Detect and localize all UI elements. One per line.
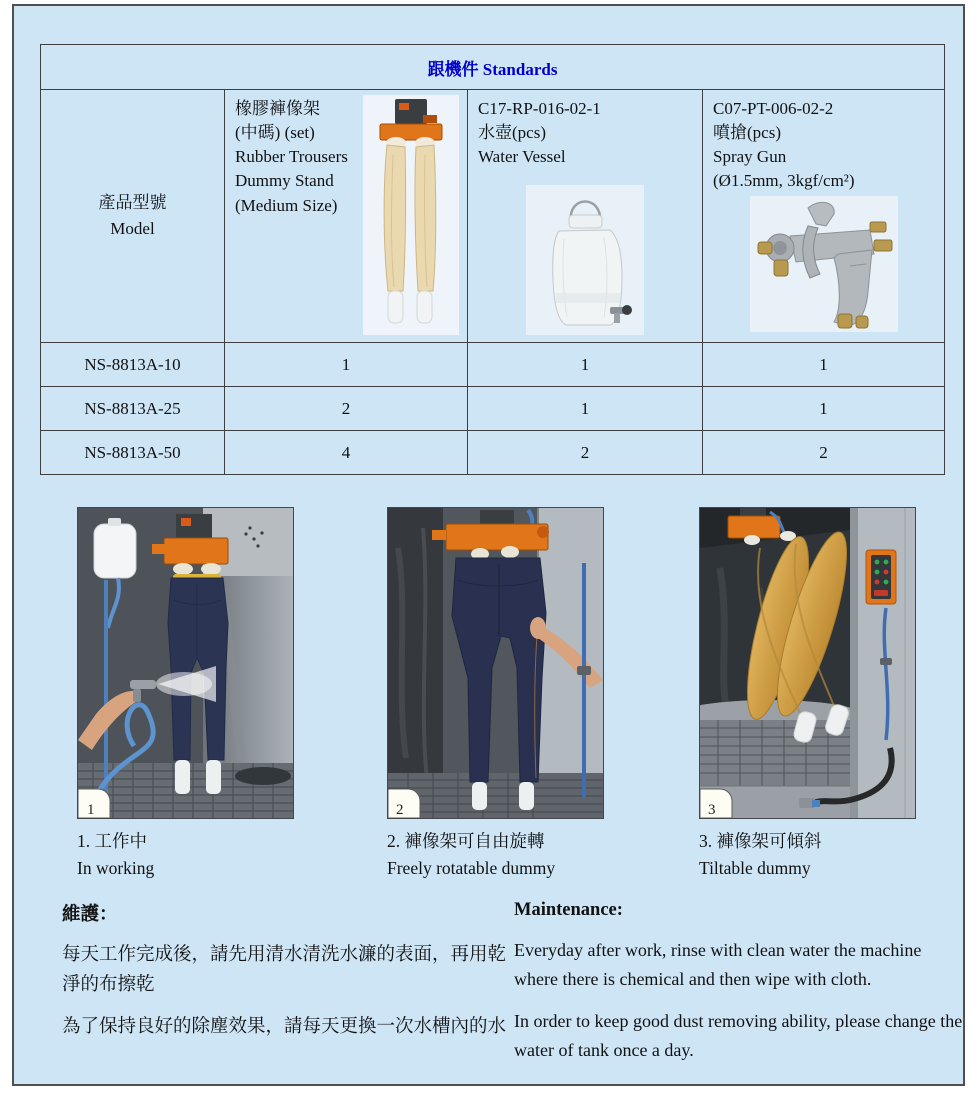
spray-gun-header-cell: C07-PT-006-02-2 噴搶(pcs) Spray Gun (Ø1.5mm, 3kgf/cm²) bbox=[703, 90, 945, 343]
model-header-cell bbox=[41, 90, 225, 343]
photo-3-image bbox=[700, 508, 915, 818]
dummy-stand-image bbox=[363, 95, 459, 335]
caption-zh: 3. 褲像架可傾斜 bbox=[699, 831, 822, 851]
qty-cell: 2 bbox=[468, 431, 703, 475]
model-header-zh: 產品型號 bbox=[98, 192, 167, 212]
spray-gun-image bbox=[750, 196, 898, 332]
qty-cell: 1 bbox=[225, 343, 468, 387]
maintenance-en-paragraph: In order to keep good dust removing ability, please change the water of tank once a day. bbox=[514, 1011, 963, 1061]
maintenance-chinese bbox=[62, 900, 506, 1056]
maintenance-english bbox=[514, 900, 966, 1079]
caption-photo-1 bbox=[77, 828, 154, 881]
model-cell: NS-8813A-25 bbox=[41, 387, 225, 431]
table-row bbox=[41, 387, 945, 431]
qty-cell: 1 bbox=[703, 387, 945, 431]
maintenance-heading-en: Maintenance: bbox=[514, 900, 623, 920]
table-title: 跟機件 Standards bbox=[41, 45, 945, 90]
photo-2-image bbox=[388, 508, 603, 818]
caption-photo-2 bbox=[387, 828, 555, 881]
maintenance-en-paragraph: Everyday after work, rinse with clean water the machine where there is chemical and then wipe with cloth. bbox=[514, 940, 922, 990]
caption-en: Tiltable dummy bbox=[699, 857, 811, 878]
qty-cell: 1 bbox=[468, 343, 703, 387]
photo-number-badge: 1 bbox=[87, 802, 95, 818]
maintenance-zh-paragraph: 為了保持良好的除塵效果，請每天更換一次水槽內的水 bbox=[62, 1017, 507, 1038]
table-row bbox=[41, 343, 945, 387]
model-header-en: Model bbox=[110, 219, 155, 239]
photo-1-image bbox=[78, 508, 293, 818]
model-cell: NS-8813A-50 bbox=[41, 431, 225, 475]
qty-cell: 1 bbox=[703, 343, 945, 387]
caption-zh: 1. 工作中 bbox=[77, 831, 147, 851]
photo-rotatable-dummy bbox=[387, 507, 604, 819]
photo-tiltable-dummy bbox=[699, 507, 916, 819]
dummy-stand-header-cell: 橡膠褲像架 (中碼) (set) Rubber Trousers Dummy Stand (Medium Size) bbox=[225, 90, 468, 343]
photo-number-badge: 2 bbox=[396, 802, 404, 818]
qty-cell: 1 bbox=[468, 387, 703, 431]
caption-photo-3 bbox=[699, 828, 822, 881]
table-row bbox=[41, 431, 945, 475]
maintenance-zh-paragraph: 每天工作完成後，請先用清水清洗水濂的表面，再用乾淨的布擦乾 bbox=[62, 945, 507, 995]
photo-number-badge: 3 bbox=[708, 802, 716, 818]
water-vessel-image bbox=[526, 185, 644, 335]
maintenance-heading-zh: 維護： bbox=[62, 905, 118, 925]
table-header-row bbox=[41, 90, 945, 343]
caption-en: Freely rotatable dummy bbox=[387, 857, 556, 878]
model-cell: NS-8813A-10 bbox=[41, 343, 225, 387]
photo-in-working bbox=[77, 507, 294, 819]
standards-table bbox=[40, 44, 945, 475]
caption-en: In working bbox=[77, 857, 155, 878]
qty-cell: 2 bbox=[225, 387, 468, 431]
qty-cell: 4 bbox=[225, 431, 468, 475]
water-vessel-header-cell: C17-RP-016-02-1 水壺(pcs) Water Vessel bbox=[468, 90, 703, 343]
qty-cell: 2 bbox=[703, 431, 945, 475]
caption-zh: 2. 褲像架可自由旋轉 bbox=[387, 831, 545, 851]
document-page bbox=[12, 4, 965, 1086]
table-title-row bbox=[41, 45, 945, 90]
